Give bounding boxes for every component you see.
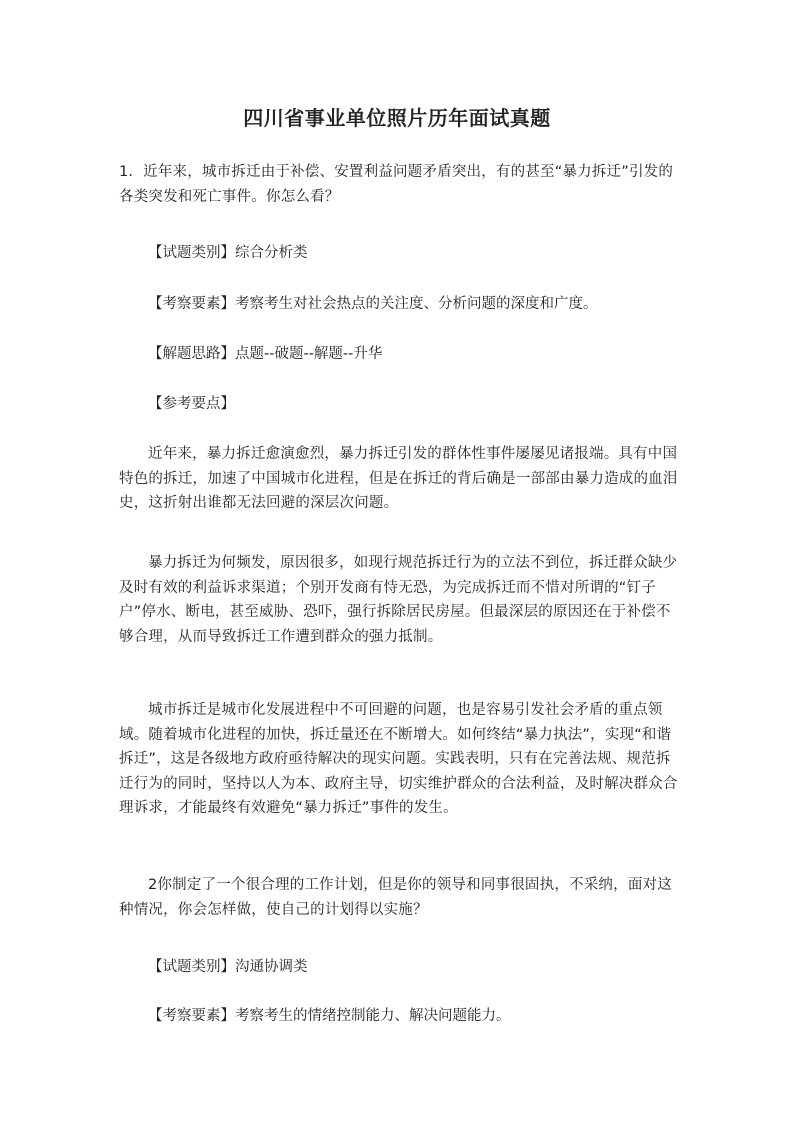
q2-category-label: 【试题类别】沟通协调类 — [148, 959, 308, 975]
q1-reference-heading: 【参考要点】 — [148, 396, 235, 412]
q2-elements-label: 【考察要素】考察考生的情绪控制能力、解决问题能力。 — [148, 1008, 511, 1024]
q1-paragraph-1: 近年来，暴力拆迁愈演愈烈，暴力拆迁引发的群体性事件屡屡见诸报端。具有中国特色的拆迁，加速了中国城市化进程，但是在拆迁的背后确是一部部由暴力造成的血泪史，这折射出谁都无法回避的深层次问题。 — [119, 446, 678, 511]
q1-approach-label: 【解题思路】点题--破题--解题--升华 — [148, 346, 383, 362]
q1-category-label: 【试题类别】综合分析类 — [148, 245, 308, 261]
question-2-text: 2你制定了一个很合理的工作计划，但是你的领导和同事很固执，不采纳，面对这种情况，你会怎样做，使自己的计划得以实施？ — [119, 877, 672, 918]
page-title: 四川省事业单位照片历年面试真题 — [243, 106, 551, 130]
q1-paragraph-2: 暴力拆迁为何频发，原因很多，如现行规范拆迁行为的立法不到位，拆迁群众缺少及时有效的利益诉求渠道；个别开发商有恃无恐，为完成拆迁而不惜对所谓的“钉子户”停水、断电，甚至威胁、恐吓，强行拆除居民房屋。但最深层的原因还在于补偿不够合理，从而导致拆迁工作遭到群众的强力抵制。 — [119, 555, 678, 645]
q1-elements-label: 【考察要素】考察考生对社会热点的关注度、分析问题的深度和广度。 — [148, 296, 598, 312]
q1-paragraph-3: 城市拆迁是城市化发展进程中不可回避的问题，也是容易引发社会矛盾的重点领域。随着城市化进程的加快，拆迁量还在不断增大。如何终结“暴力执法”，实现“和谐拆迁”，这是各级地方政府亟待解决的现实问题。实践表明，只有在完善法规、规范拆迁行为的同时，坚持以人为本、政府主导，切实维护群众的合法利益，及时解决群众合理诉求，才能最终有效避免“暴力拆迁”事件的发生。 — [119, 702, 678, 816]
question-1-text: 1．近年来，城市拆迁由于补偿、安置利益问题矛盾突出，有的甚至“暴力拆迁”引发的各类突发和死亡事件。你怎么看？ — [119, 164, 674, 205]
